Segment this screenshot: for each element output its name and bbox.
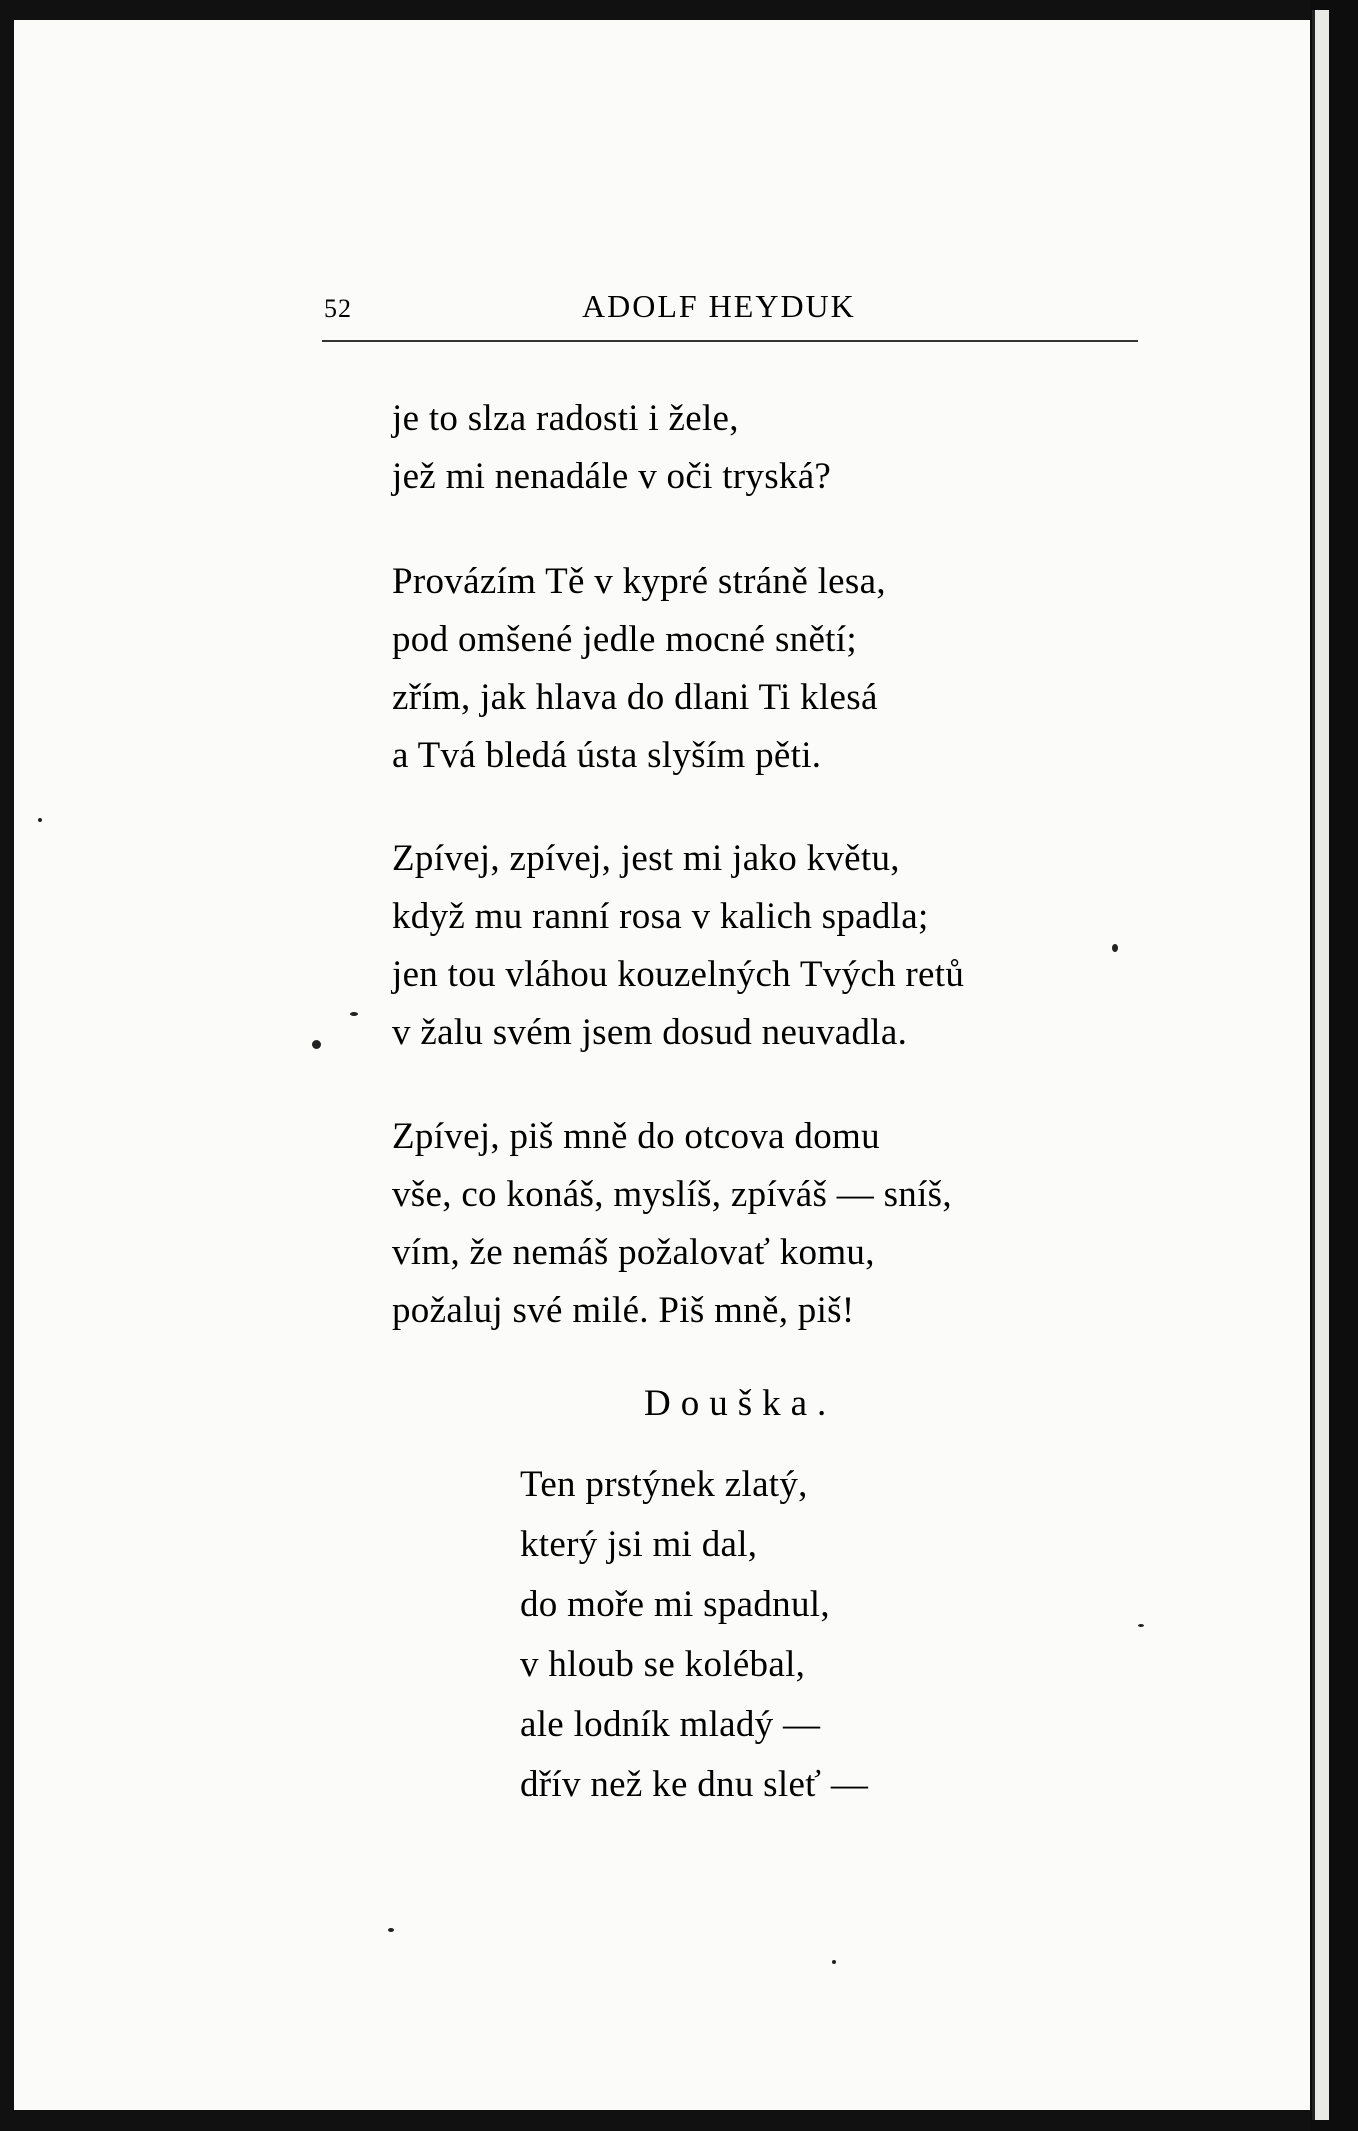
scan-speck xyxy=(1112,944,1118,952)
stanza-3 xyxy=(392,830,964,1062)
running-head: ADOLF HEYDUK xyxy=(582,288,856,324)
scan-speck xyxy=(388,1928,394,1932)
poem-line: zřím, jak hlava do dlani Ti klesá xyxy=(392,677,878,718)
poem-line: Zpívej, piš mně do otcova domu xyxy=(392,1116,880,1157)
poem-line: je to slza radosti i žele, xyxy=(392,398,739,439)
scan-speck xyxy=(1138,1624,1144,1627)
poem-line: když mu ranní rosa v kalich spadla; xyxy=(392,896,929,937)
poem-line: Provázím Tě v kypré stráně lesa, xyxy=(392,561,886,602)
poem-line: v hloub se kolébal, xyxy=(520,1644,806,1685)
page-number: 52 xyxy=(324,294,352,323)
scan-speck xyxy=(312,1040,321,1049)
section-subtitle: Douška. xyxy=(644,1383,837,1424)
poem-line: do moře mi spadnul, xyxy=(520,1584,830,1625)
poem-line: jen tou vláhou kouzelných Tvých retů xyxy=(392,954,965,995)
stanza-final xyxy=(520,1455,868,1815)
poem-line: pod omšené jedle mocné snětí; xyxy=(392,619,857,660)
scan-speck xyxy=(38,818,42,822)
poem-line: vím, že nemáš požalovať komu, xyxy=(392,1232,875,1273)
stanza-2 xyxy=(392,553,886,785)
stanza-1 xyxy=(392,390,831,506)
poem-line: vše, co konáš, myslíš, zpíváš — sníš, xyxy=(392,1174,952,1215)
scan-speck xyxy=(832,1960,836,1964)
header-rule xyxy=(322,340,1138,342)
poem-line: v žalu svém jsem dosud neuvadla. xyxy=(392,1012,908,1053)
poem-line: Ten prstýnek zlatý, xyxy=(520,1464,808,1505)
poem-line: dřív než ke dnu sleť — xyxy=(520,1764,869,1805)
poem-line: a Tvá bledá ústa slyším pěti. xyxy=(392,735,822,776)
poem-line: jež mi nenadále v oči tryská? xyxy=(392,456,832,497)
stanza-4 xyxy=(392,1108,952,1340)
poem-line: ale lodník mladý — xyxy=(520,1704,821,1745)
poem-line: požaluj své milé. Piš mně, piš! xyxy=(392,1290,855,1331)
poem-line: Zpívej, zpívej, jest mi jako květu, xyxy=(392,838,900,879)
scan-speck xyxy=(350,1012,358,1016)
poem-line: který jsi mi dal, xyxy=(520,1524,758,1565)
page-header xyxy=(310,288,1138,338)
page-edge-strip xyxy=(1312,10,1329,2120)
